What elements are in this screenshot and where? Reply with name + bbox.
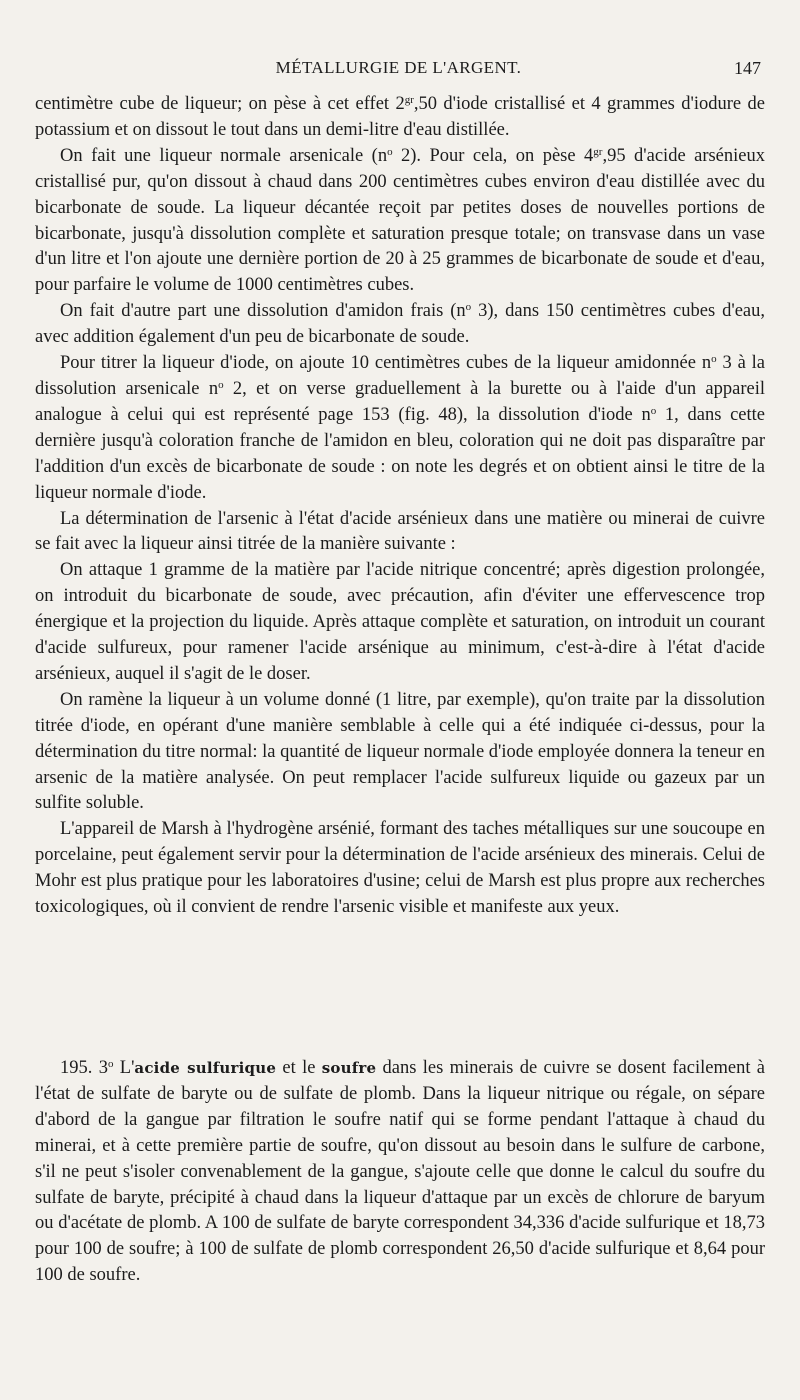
text-run: 2, et on verse graduellement à la burette ou à l'aide d'un appareil analogue à celui qui est représenté page 153 (fig. 48), la dissolution d'iode n <box>35 378 766 425</box>
body-text <box>35 92 765 921</box>
text-run: centimètre cube de liqueur; on pèse à cet effet 2 <box>35 94 405 114</box>
text-run: 3 à la dissolution arsenicale n <box>35 353 765 399</box>
page-number: 147 <box>734 58 761 78</box>
superscript: o <box>465 301 472 314</box>
text-run: 1, dans cette dernière jusqu'à coloration franche de l'amidon en bleu, coloration qui ne doit pas disparaître par l'addition d'un excès de bicarbonate de soude : on note les degrés et on obtient ainsi le titre de la liqueur normale d'iode. <box>35 404 766 503</box>
superscript: o <box>711 353 717 366</box>
paragraph-attack-procedure: On attaque 1 gramme de la matière par l'acide nitrique concentré; après digestion prolongée, on introduit du bicarbonate de soude, avec précaution, afin d'éviter une effervescence trop énergique et la projection du liquide. Après attaque complète et saturation, on introduit un courant d'acide sulfureux, pour ramener l'acide arsénique au minimum, c'est-à-dire à l'état d'acide arsénieux, auquel il s'agit de le doser. <box>35 560 765 684</box>
section-195 <box>35 1056 765 1289</box>
term-sulfuric-acid: acide sulfurique <box>134 1059 277 1077</box>
text-run: On fait d'autre part une dissolution d'amidon frais (n <box>60 301 466 322</box>
text-run: L' <box>113 1058 135 1078</box>
term-sulfur: soufre <box>321 1059 377 1077</box>
section-number: 195. 3 <box>60 1058 108 1078</box>
paragraph-arsenical-liquor <box>35 144 765 299</box>
superscript: o <box>387 145 393 158</box>
text-run: et le <box>276 1058 322 1078</box>
text-run: On fait une liqueur normale arsenicale (n <box>60 145 388 166</box>
page-header <box>36 58 761 84</box>
paragraph-starch-solution <box>35 299 765 351</box>
paragraph-iodine-solution <box>35 92 765 144</box>
text-run: Pour titrer la liqueur d'iode, on ajoute 10 centimètres cubes de la liqueur amidonnée n <box>60 353 712 374</box>
text-run: dans les minerais de cuivre se dosent facilement à l'état de sulfate de baryte ou de sulfate de plomb. Dans la liqueur nitrique ou régale, on sépare d'abord de la gangue par filtration le soufre natif qui se forme pendant l'attaque à chaud du minerai, et à cette première partie de soufre, qu'on dissout au besoin dans le sulfure de carbone, s'il ne peut s'isoler convenablement de la gangue, s'ajoute celle que donne le calcul du soufre du sulfate de baryte, précipité à chaud dans la liqueur d'attaque par un excès de chlorure de baryum ou d'acétate de plomb. A 100 de sulfate de baryte correspondent 34,336 d'acide sulfurique et 18,73 pour 100 de soufre; à 100 de sulfate de plomb correspondent 26,50 d'acide sulfurique et 8,64 pour 100 de soufre. <box>35 1058 766 1286</box>
paragraph-titration <box>35 351 765 506</box>
superscript: o <box>650 404 657 417</box>
superscript: o <box>107 1058 114 1070</box>
running-title: MÉTALLURGIE DE L'ARGENT. <box>275 58 522 77</box>
text-run: ,50 d'iode cristallisé et 4 grammes d'iodure de potassium et on dissout le tout dans un demi-litre d'eau distillée. <box>35 94 766 140</box>
paragraph-volume-titration: On ramène la liqueur à un volume donné (1 litre, par exemple), qu'on traite par la dissolution titrée d'iode, en opérant d'une manière semblable à celle qui a été indiquée ci-dessus, pour la détermination du titre normal: la quantité de liqueur normale d'iode employée donnera la teneur en arsenic de la matière analysée. On peut remplacer l'acide sulfureux liquide ou gazeux par un sulfite soluble. <box>35 689 765 814</box>
text-run: 2). Pour cela, on pèse 4 <box>392 145 594 166</box>
paragraph-arsenic-determination: La détermination de l'arsenic à l'état d'acide arsénieux dans une matière ou minerai de cuivre se fait avec la liqueur ainsi titrée de la manière suivante : <box>35 508 765 555</box>
superscript: o <box>218 378 224 391</box>
superscript: gr <box>404 94 414 106</box>
text-run: 3), dans 150 centimètres cubes d'eau, avec addition également d'un peu de bicarbonate de soude. <box>35 301 765 348</box>
text-run: ,95 d'acide arsénieux cristallisé pur, qu'on dissout à chaud dans 200 centimètres cubes environ d'eau distillée avec du bicarbonate de soude. La liqueur décantée reçoit par petites doses de nouvelles portions de bicarbonate, jusqu'à dissolution complète et saturation presque totale; on transvase dans un vase d'un litre et l'on ajoute une dernière portion de 20 à 25 grammes de bicarbonate de soude et d'eau, pour parfaire le volume de 1000 centimètres cubes. <box>35 145 765 296</box>
paragraph-sulfuric-acid <box>35 1056 765 1289</box>
paragraph-marsh-apparatus: L'appareil de Marsh à l'hydrogène arsénié, formant des taches métalliques sur une soucoupe en porcelaine, peut également servir pour la détermination de l'acide arsénieux des minerais. Celui de Mohr est plus pratique pour les laboratoires d'usine; celui de Marsh est plus propre aux recherches toxicologiques, où il convient de rendre l'arsenic visible et manifeste aux yeux. <box>35 819 765 918</box>
superscript: gr <box>593 145 603 158</box>
